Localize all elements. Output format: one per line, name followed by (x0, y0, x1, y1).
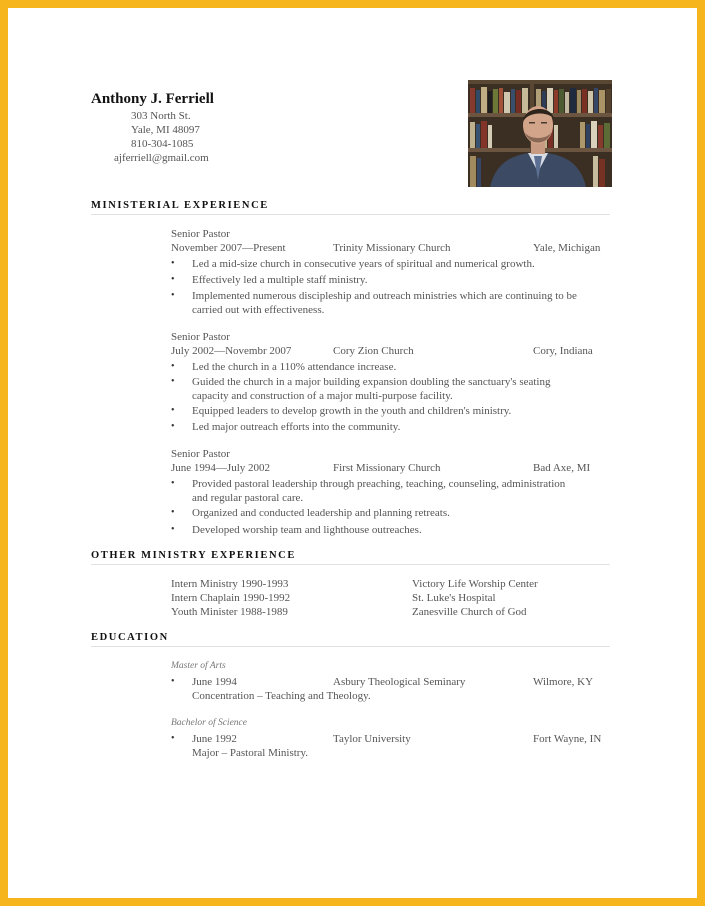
degree-name: Bachelor of Science (171, 718, 247, 728)
bullet-icon: • (171, 478, 175, 489)
job-organization: Cory Zion Church (333, 345, 414, 357)
degree-date: June 1994 (192, 676, 237, 688)
bullet-icon: • (171, 524, 175, 535)
degree-location: Fort Wayne, IN (533, 733, 602, 745)
degree-name: Master of Arts (171, 661, 226, 671)
job-dates: November 2007—Present (171, 242, 286, 254)
address-line: 303 North St. (131, 110, 191, 122)
job-bullet-continuation: capacity and construction of a major multi-purpose facility. (192, 390, 453, 402)
section-divider (91, 564, 610, 565)
other-organization: Victory Life Worship Center (412, 578, 538, 590)
section-divider (91, 646, 610, 647)
applicant-name: Anthony J. Ferriell (91, 91, 214, 107)
job-title: Senior Pastor (171, 331, 230, 343)
degree-date: June 1992 (192, 733, 237, 745)
bullet-icon: • (171, 676, 175, 687)
bullet-icon: • (171, 274, 175, 285)
degree-location: Wilmore, KY (533, 676, 594, 688)
job-bullet: Implemented numerous discipleship and outreach ministries which are continuing to be (192, 290, 577, 302)
job-bullet: Developed worship team and lighthouse outreaches. (192, 524, 422, 536)
job-bullet: Led major outreach efforts into the community. (192, 421, 401, 433)
bullet-icon: • (171, 421, 175, 432)
job-location: Cory, Indiana (533, 345, 593, 357)
bullet-icon: • (171, 405, 175, 416)
ministerial-experience-heading: MINISTERIAL EXPERIENCE (91, 200, 269, 211)
job-bullet: Organized and conducted leadership and planning retreats. (192, 507, 450, 519)
other-role: Youth Minister 1988-1989 (171, 606, 288, 618)
bullet-icon: • (171, 258, 175, 269)
other-role: Intern Chaplain 1990-1992 (171, 592, 291, 604)
job-dates: July 2002—Novembr 2007 (171, 345, 292, 357)
education-heading: EDUCATION (91, 632, 169, 643)
job-bullet-continuation: and regular pastoral care. (192, 492, 304, 504)
job-bullet-continuation: carried out with effectiveness. (192, 304, 325, 316)
job-location: Bad Axe, MI (533, 462, 591, 474)
resume-page (8, 8, 697, 898)
degree-detail: Major – Pastoral Ministry. (192, 747, 308, 759)
other-organization: Zanesville Church of God (412, 606, 527, 618)
phone-line: 810-304-1085 (131, 138, 194, 150)
other-ministry-heading: OTHER MINISTRY EXPERIENCE (91, 550, 296, 561)
bullet-icon: • (171, 733, 175, 744)
job-location: Yale, Michigan (533, 242, 601, 254)
job-bullet: Led a mid-size church in consecutive years of spiritual and numerical growth. (192, 258, 535, 270)
job-bullet: Equipped leaders to develop growth in the youth and children's ministry. (192, 405, 512, 417)
profile-photo-image (468, 80, 612, 187)
degree-school: Taylor University (333, 733, 411, 745)
section-divider (91, 214, 610, 215)
job-bullet: Guided the church in a major building expansion doubling the sanctuary's seating (192, 376, 551, 388)
profile-photo (468, 80, 612, 187)
bullet-icon: • (171, 376, 175, 387)
job-organization: Trinity Missionary Church (333, 242, 451, 254)
job-title: Senior Pastor (171, 228, 230, 240)
job-dates: June 1994—July 2002 (171, 462, 270, 474)
job-title: Senior Pastor (171, 448, 230, 460)
city-line: Yale, MI 48097 (131, 124, 200, 136)
bullet-icon: • (171, 290, 175, 301)
job-bullet: Effectively led a multiple staff ministry. (192, 274, 368, 286)
email-line: ajferriell@gmail.com (114, 152, 209, 164)
other-organization: St. Luke's Hospital (412, 592, 496, 604)
job-bullet: Led the church in a 110% attendance increase. (192, 361, 397, 373)
job-bullet: Provided pastoral leadership through preaching, teaching, counseling, administration (192, 478, 566, 490)
degree-detail: Concentration – Teaching and Theology. (192, 690, 371, 702)
bullet-icon: • (171, 361, 175, 372)
job-organization: First Missionary Church (333, 462, 441, 474)
degree-school: Asbury Theological Seminary (333, 676, 466, 688)
bullet-icon: • (171, 507, 175, 518)
other-role: Intern Ministry 1990-1993 (171, 578, 289, 590)
